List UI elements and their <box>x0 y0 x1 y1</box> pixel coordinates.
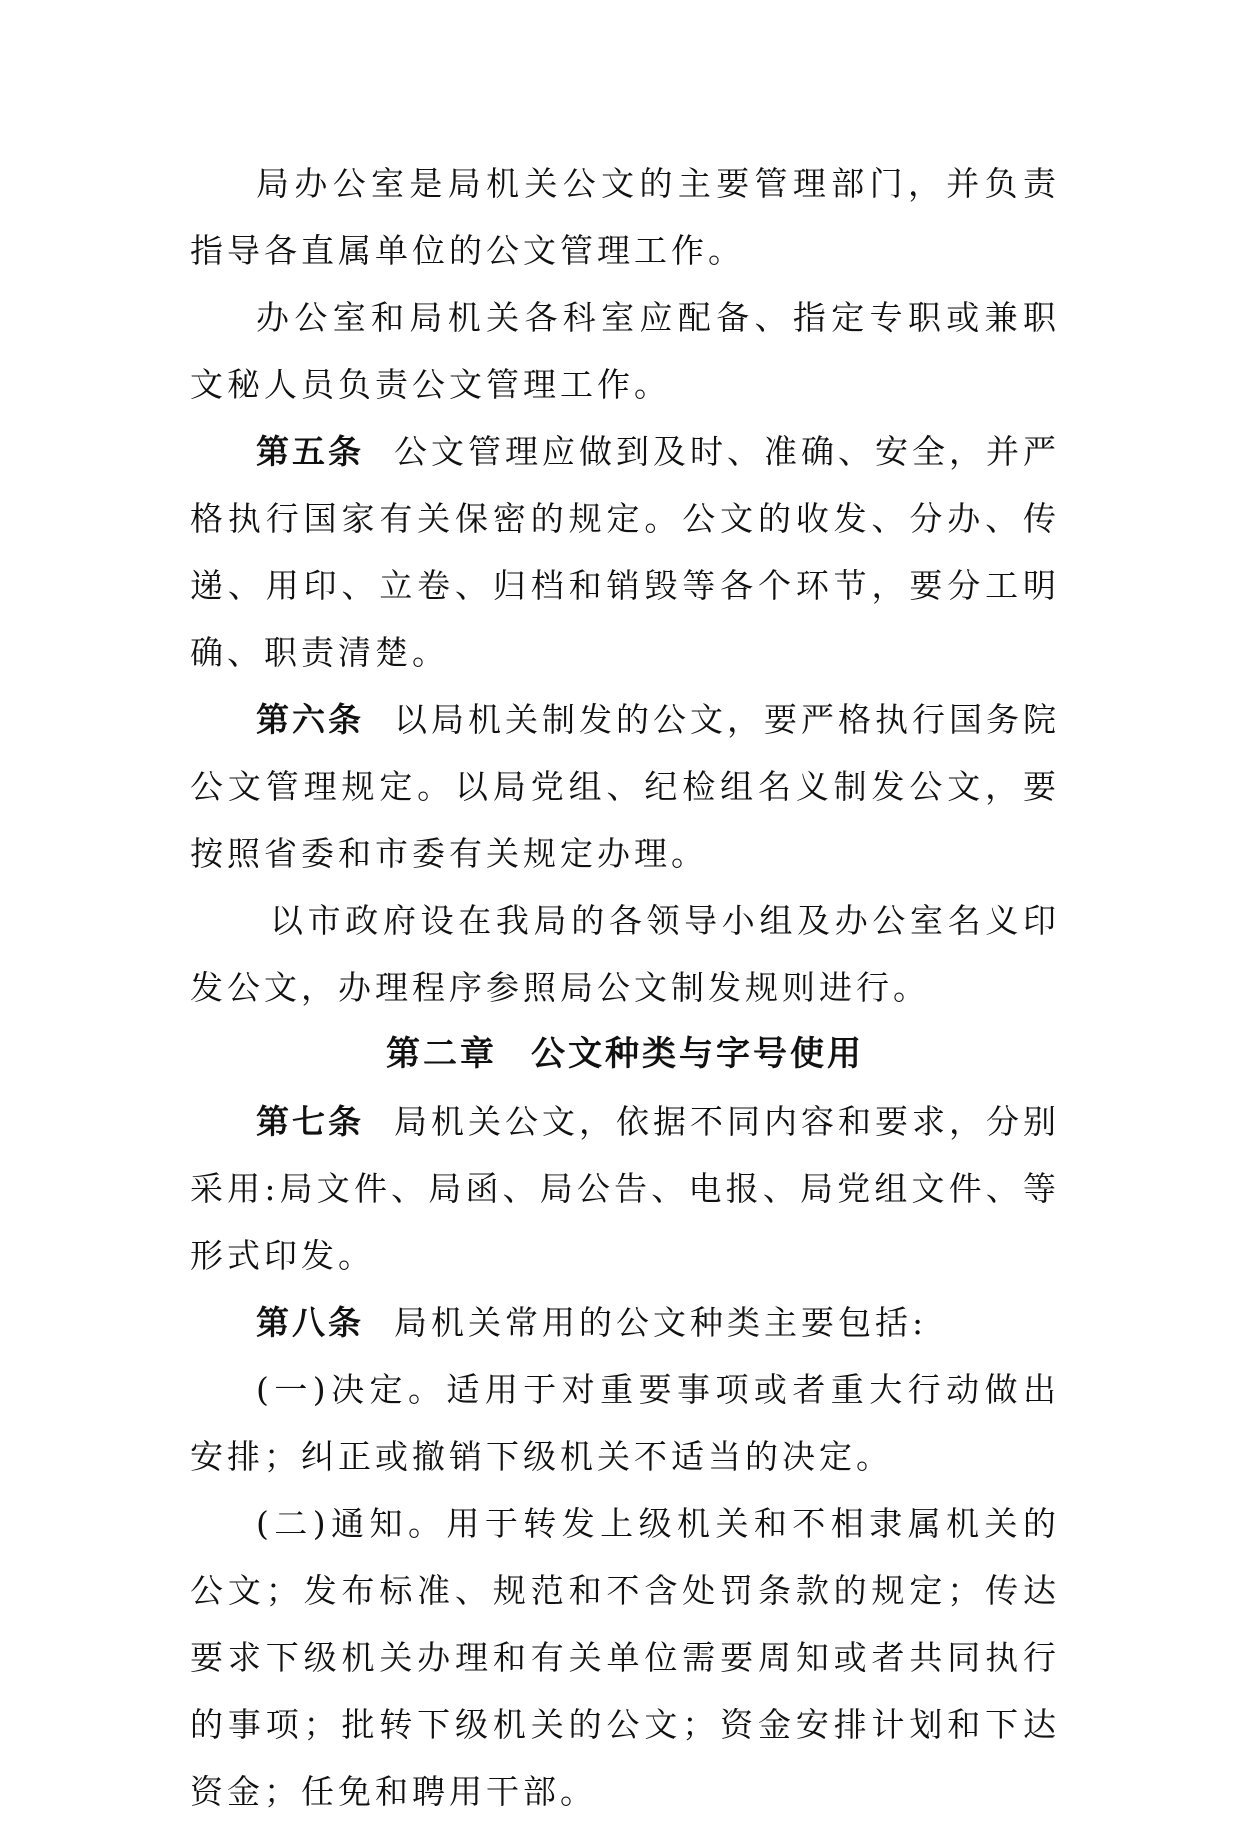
chapter-title: 公文种类与字号使用 <box>531 1034 864 1074</box>
list-item-decision <box>190 1356 1060 1490</box>
list-item-text: (一)决定。适用于对重要事项或者重大行动做出安排；纠正或撤销下级机关不适当的决定。 <box>190 1370 1060 1476</box>
paragraph-leading-groups <box>190 887 1060 1021</box>
paragraph-staff-assignment <box>190 284 1060 418</box>
article-text: 以局机关制发的公文，要严格执行国务院公文管理规定。以局党组、纪检组名义制发公文，要按照省委和市委有关规定办理。 <box>190 700 1060 873</box>
paragraph-text: 局办公室是局机关公文的主要管理部门，并负责指导各直属单位的公文管理工作。 <box>190 164 1060 270</box>
document-body <box>190 150 1060 1825</box>
article-8 <box>190 1289 1060 1356</box>
article-number: 第六条 <box>256 700 364 739</box>
article-number: 第五条 <box>256 432 364 471</box>
article-5 <box>190 418 1060 686</box>
article-text: 局机关常用的公文种类主要包括: <box>394 1303 928 1342</box>
chapter-heading <box>190 1021 1060 1088</box>
paragraph-text: 办公室和局机关各科室应配备、指定专职或兼职文秘人员负责公文管理工作。 <box>190 298 1060 404</box>
paragraph-office-duty <box>190 150 1060 284</box>
article-number: 第八条 <box>256 1303 364 1342</box>
article-6 <box>190 686 1060 887</box>
article-number: 第七条 <box>256 1102 364 1141</box>
list-item-text: (二)通知。用于转发上级机关和不相隶属机关的公文；发布标准、规范和不含处罚条款的规定；传达要求下级机关办理和有关单位需要周知或者共同执行的事项；批转下级机关的公文；资金安排计划和下达资金；任免和聘用干部。 <box>190 1504 1060 1811</box>
article-7 <box>190 1088 1060 1289</box>
chapter-number: 第二章 <box>386 1034 497 1074</box>
article-text: 局机关公文，依据不同内容和要求，分别采用:局文件、局函、局公告、电报、局党组文件、等形式印发。 <box>190 1102 1060 1275</box>
article-text: 公文管理应做到及时、准确、安全，并严格执行国家有关保密的规定。公文的收发、分办、传递、用印、立卷、归档和销毁等各个环节，要分工明确、职责清楚。 <box>190 432 1060 672</box>
list-item-notice <box>190 1490 1060 1825</box>
paragraph-text: 以市政府设在我局的各领导小组及办公室名义印发公文，办理程序参照局公文制发规则进行。 <box>190 901 1060 1007</box>
